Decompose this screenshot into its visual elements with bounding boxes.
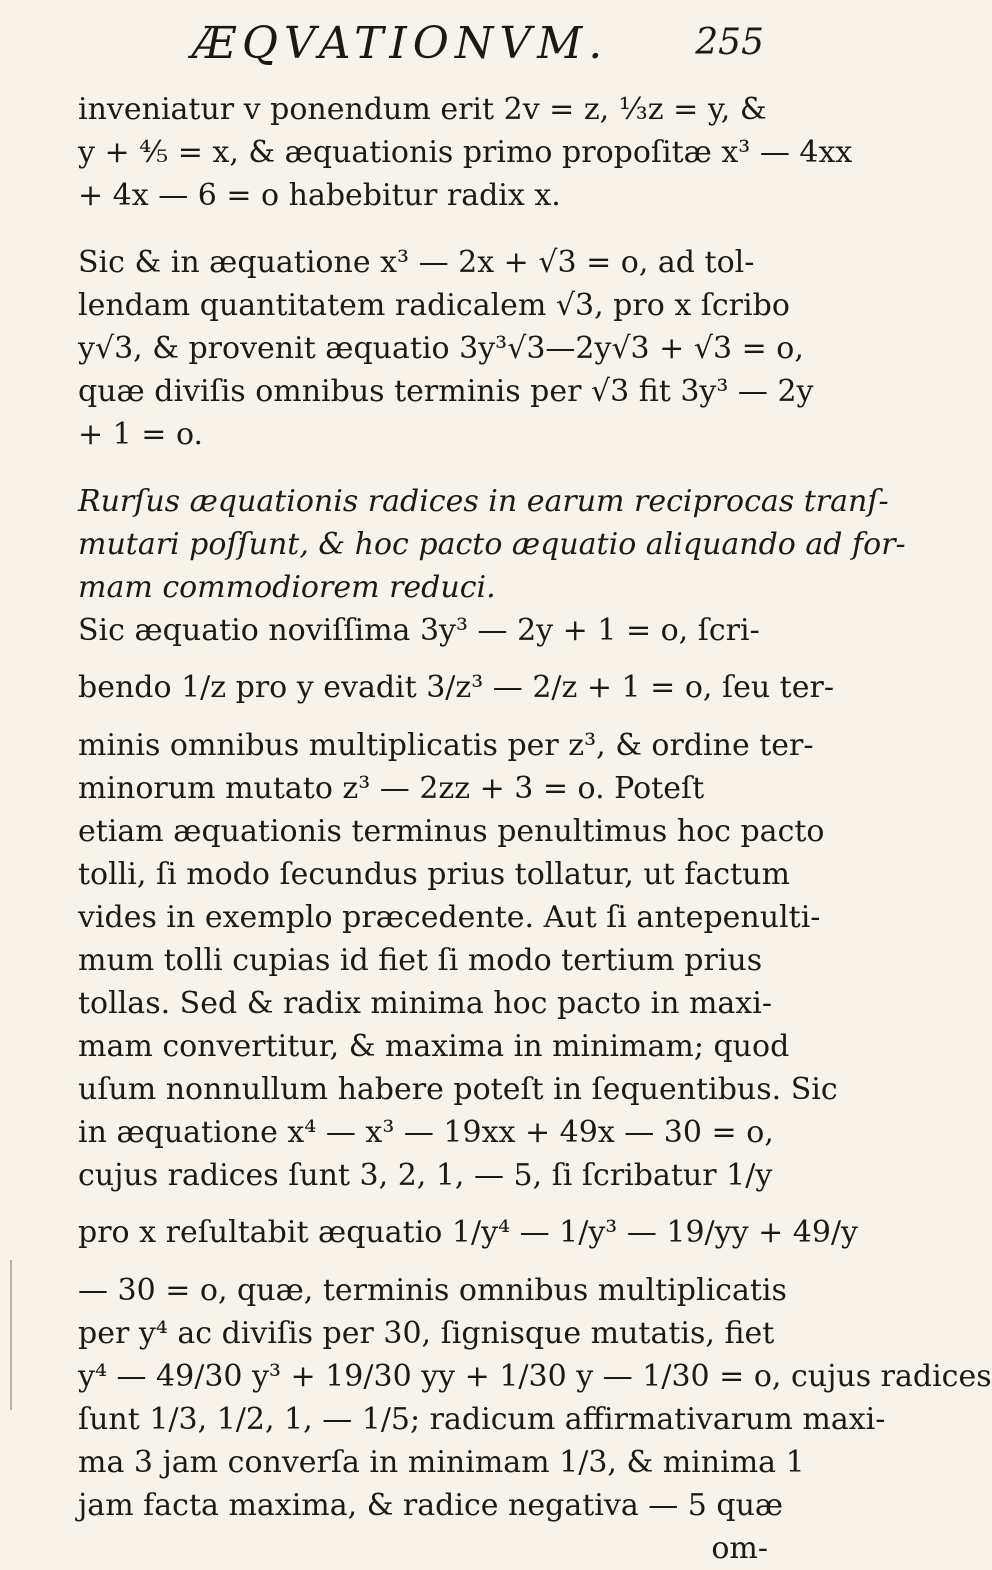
italic-heading-line: mutari poſſunt, & hoc pacto æquatio aliquando ad for- [78, 527, 906, 562]
paragraph-gap [78, 456, 768, 480]
text-line: tolli, ſi modo ſecundus prius tollatur, ut factum [78, 857, 790, 892]
page-header [0, 4, 800, 84]
text-line: etiam æquationis terminus penultimus hoc pacto [78, 814, 825, 849]
paragraph-gap [78, 217, 768, 241]
text-line: minis omnibus multiplicatis per z³, & ordine ter- [78, 728, 814, 763]
text-line: tollas. Sed & radix minima hoc pacto in maxi- [78, 986, 772, 1021]
text-line: cujus radices ſunt 3, 2, 1, — 5, ſi ſcribatur 1/y [78, 1158, 773, 1193]
text-line: uſum nonnullum habere poteſt in ſequentibus. Sic [78, 1072, 838, 1107]
text-line: lendam quantitatem radicalem √3, pro x ſcribo [78, 288, 790, 323]
text-line: mum tolli cupias id fiet ſi modo tertium prius [78, 943, 763, 978]
text-line: mam convertitur, & maxima in minimam; quod [78, 1029, 790, 1064]
italic-heading-line: mam commodiorem reduci. [78, 570, 496, 605]
text-line: pro x reſultabit æquatio 1/y⁴ — 1/y³ — 19/yy + 49/y [78, 1215, 858, 1250]
text-line: ma 3 jam converſa in minimam 1/3, & minima 1 [78, 1445, 805, 1480]
text-line: + 4x — 6 = o habebitur radix x. [78, 178, 561, 213]
text-line: y + ⅘ = x, & æquationis primo propoſitæ x³ — 4xx [78, 135, 853, 170]
page-number: 255 [695, 22, 764, 63]
text-line: Sic æquatio noviſſima 3y³ — 2y + 1 = o, ſcri- [78, 613, 760, 648]
text-line: Sic & in æquatione x³ — 2x + √3 = o, ad tol- [78, 245, 755, 280]
text-line: y⁴ — 49/30 y³ + 19/30 yy + 1/30 y — 1/30 = o, cujus radices [78, 1359, 992, 1394]
catchword: om- [711, 1531, 768, 1566]
text-line: — 30 = o, quæ, terminis omnibus multiplicatis [78, 1273, 787, 1308]
text-line: inveniatur v ponendum erit 2v = z, ⅓z = y, & [78, 92, 767, 127]
running-head: ÆQVATIONVM. [191, 18, 609, 69]
text-line: + 1 = o. [78, 417, 204, 452]
text-line: jam facta maxima, & radice negativa — 5 quæ [78, 1488, 784, 1523]
text-line: quæ diviſis omnibus terminis per √3 fit 3y³ — 2y [78, 374, 814, 409]
body-text [78, 88, 992, 1570]
text-line: per y⁴ ac diviſis per 30, ſignisque mutatis, fiet [78, 1316, 775, 1351]
text-line: bendo 1/z pro y evadit 3/z³ — 2/z + 1 = o, ſeu ter- [78, 670, 834, 705]
text-line: ſunt 1/3, 1/2, 1, — 1/5; radicum affirmativarum maxi- [78, 1402, 886, 1437]
page-edge-shadow [10, 1260, 12, 1410]
italic-heading-line: Rurſus æquationis radices in earum reciprocas tranſ- [78, 484, 889, 519]
text-line: in æquatione x⁴ — x³ — 19xx + 49x — 30 = o, [78, 1115, 774, 1150]
text-line: y√3, & provenit æquatio 3y³√3—2y√3 + √3 = o, [78, 331, 804, 366]
text-line: minorum mutato z³ — 2zz + 3 = o. Poteſt [78, 771, 705, 806]
text-line: vides in exemplo præcedente. Aut ſi antepenulti- [78, 900, 821, 935]
